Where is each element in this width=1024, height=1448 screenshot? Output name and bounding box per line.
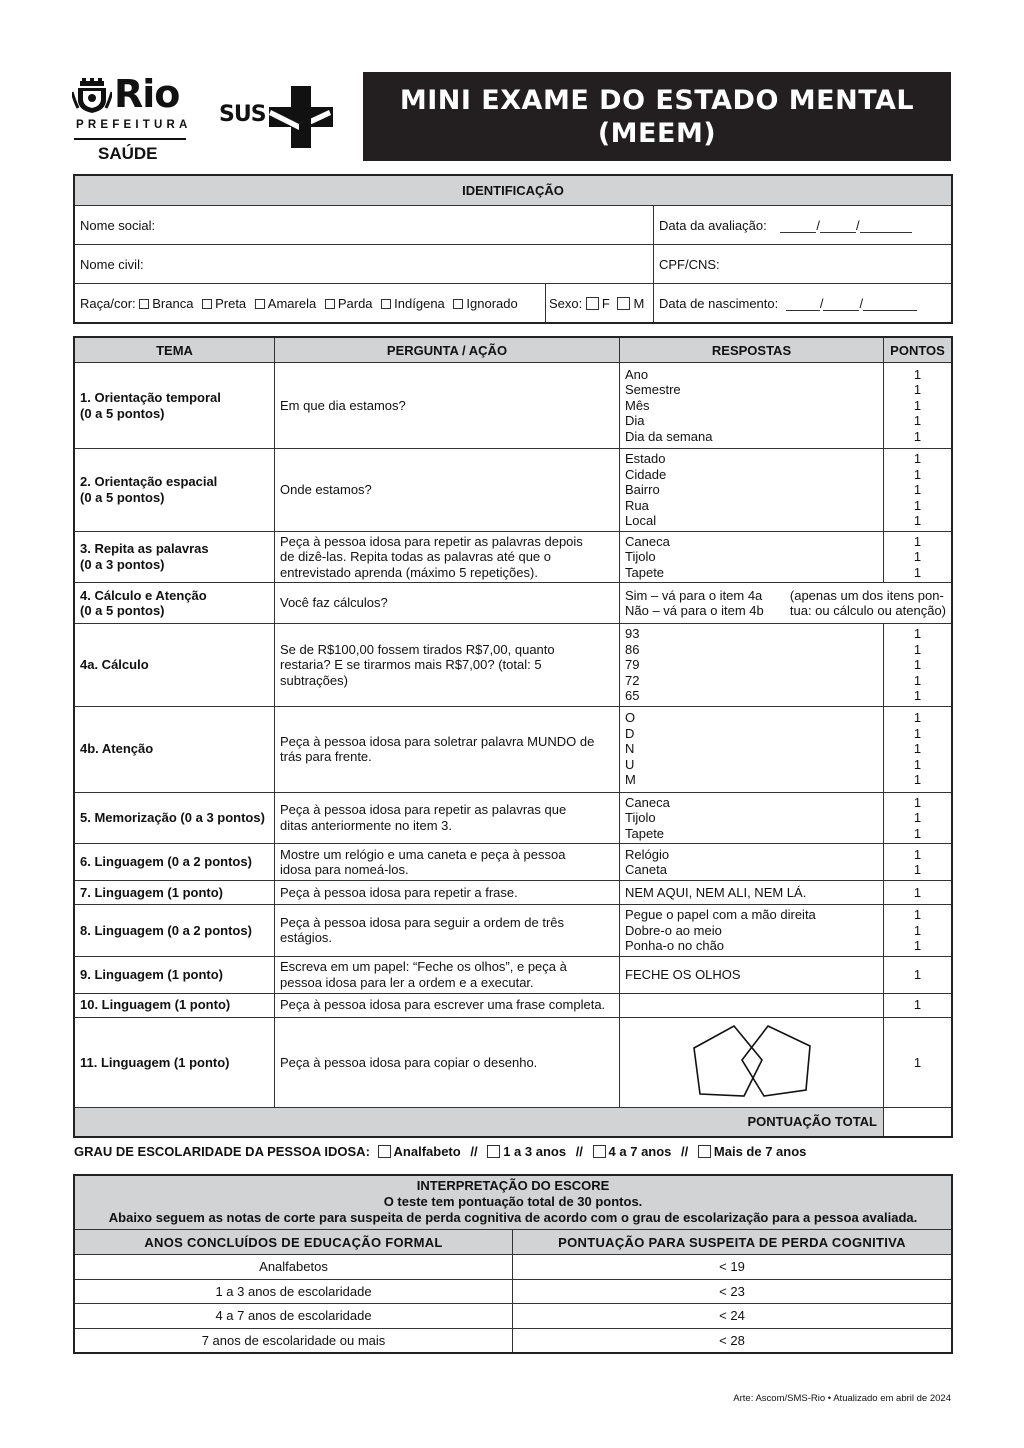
- question-row: [75, 905, 952, 957]
- option-1-3-anos: 1 a 3 anos: [503, 1144, 567, 1159]
- checkbox-ignorado[interactable]: [453, 299, 463, 309]
- respostas-cell: [620, 531, 884, 583]
- question-row: [75, 583, 952, 624]
- resposta-text: Caneca: [625, 533, 670, 549]
- pergunta-cell: [275, 993, 620, 1017]
- checkbox-branca[interactable]: [139, 299, 149, 309]
- ponto-value: 1: [913, 513, 922, 528]
- tema-text: 6. Linguagem (0 a 2 pontos): [80, 854, 252, 870]
- pontos-cell[interactable]: [884, 531, 952, 583]
- question-row: [75, 792, 952, 844]
- pontos-cell[interactable]: [884, 624, 952, 707]
- pergunta-text: Peça à pessoa idosa para repetir as palavras depois: [280, 533, 583, 549]
- pergunta-text: Peça à pessoa idosa para repetir a frase.: [280, 884, 518, 900]
- pergunta-cell: [275, 531, 620, 583]
- checkbox-4-7-anos[interactable]: [593, 1145, 606, 1158]
- tema-text: 2. Orientação espacial: [80, 474, 218, 490]
- pergunta-text: Em que dia estamos?: [280, 397, 406, 413]
- respostas-cell: [620, 881, 884, 905]
- question-row: [75, 993, 952, 1017]
- resposta-text: FECHE OS OLHOS: [625, 966, 741, 982]
- rio-crest-icon: [72, 78, 112, 114]
- ponto-value: 1: [913, 366, 922, 382]
- question-row: [75, 706, 952, 792]
- header-anos-educacao: ANOS CONCLUÍDOS DE EDUCAÇÃO FORMAL: [75, 1230, 513, 1255]
- checkbox-amarela[interactable]: [255, 299, 265, 309]
- footer-credit: Arte: Ascom/SMS-Rio • Atualizado em abril de 2024: [733, 1393, 951, 1404]
- resposta-text: Dia: [625, 413, 645, 429]
- pergunta-cell: [275, 449, 620, 532]
- respostas-cell: [620, 363, 884, 449]
- sim-nao-options: [625, 588, 764, 619]
- respostas-cell: [620, 956, 884, 993]
- page-title-abbrev: (MEEM): [597, 117, 717, 149]
- checkbox-sexo-f[interactable]: [586, 297, 599, 310]
- ponto-value: 1: [913, 938, 922, 953]
- pontos-cell[interactable]: [884, 881, 952, 905]
- ponto-value: 1: [913, 884, 922, 900]
- respostas-cell: [620, 905, 884, 957]
- note-text: tua: ou cálculo ou atenção): [789, 603, 946, 618]
- ponto-value: 1: [913, 810, 922, 825]
- resposta-text: Mês: [625, 397, 650, 413]
- ponto-value: 1: [913, 688, 922, 703]
- pergunta-text: pessoa idosa para ler a ordem e a executar.: [280, 974, 534, 990]
- pontos-cell[interactable]: [884, 956, 952, 993]
- option-f: F: [601, 295, 610, 311]
- tema-cell: [75, 844, 275, 881]
- ponto-value: 1: [913, 772, 922, 788]
- tema-cell: [75, 449, 275, 532]
- checkbox-1-3-anos[interactable]: [487, 1145, 500, 1158]
- data-avaliacao-label: Data da avaliação:: [659, 217, 767, 233]
- tema-text: 4a. Cálculo: [80, 657, 149, 672]
- ponto-value: 1: [913, 413, 922, 429]
- ponto-value: 1: [913, 922, 922, 938]
- intersecting-pentagons-drawing: [686, 1020, 818, 1102]
- ponto-value: 1: [913, 846, 922, 862]
- checkbox-sexo-m[interactable]: [617, 297, 630, 310]
- note-text: (apenas um dos itens pon-: [789, 587, 944, 603]
- pergunta-cell: [275, 792, 620, 844]
- interpretation-description: Abaixo seguem as notas de corte para suspeita de perda cognitiva de acordo com o grau de escolarização para a pessoa avaliada.: [108, 1210, 918, 1225]
- header-pontos: PONTOS: [884, 338, 952, 363]
- pergunta-cell: [275, 844, 620, 881]
- ponto-value: 1: [913, 549, 922, 564]
- pergunta-text: estágios.: [280, 930, 333, 946]
- pergunta-text: subtrações): [280, 672, 348, 688]
- pontos-cell[interactable]: [884, 449, 952, 532]
- option-amarela: Amarela: [267, 295, 317, 311]
- pontos-cell[interactable]: [884, 792, 952, 844]
- ponto-value: 1: [913, 641, 922, 657]
- pergunta-cell: [275, 905, 620, 957]
- page-title: MINI EXAME DO ESTADO MENTAL: [399, 84, 915, 116]
- ponto-value: 1: [913, 482, 922, 497]
- resposta-text: Relógio: [625, 846, 670, 862]
- sus-cross-icon: [269, 86, 333, 148]
- tema-cell: [75, 1017, 275, 1108]
- resposta-text: Tapete: [625, 825, 665, 841]
- pergunta-text: de dizê-las. Repita todas as palavras até que o: [280, 549, 552, 564]
- sexo-field: [546, 284, 654, 323]
- ponto-value: 1: [913, 725, 922, 741]
- total-score-field[interactable]: [884, 1108, 952, 1137]
- pergunta-text: ditas anteriormente no item 3.: [280, 817, 452, 833]
- resposta-text: 65: [625, 688, 640, 703]
- pergunta-text: idosa para nomeá-los.: [280, 862, 409, 877]
- tema-text: 4b. Atenção: [80, 741, 154, 757]
- respostas-cell: [620, 1017, 884, 1108]
- tema-cell: [75, 881, 275, 905]
- title-banner: [363, 72, 951, 161]
- question-row: [75, 844, 952, 881]
- resposta-text: Tijolo: [625, 810, 656, 825]
- prefeitura-rio-logo: [72, 72, 190, 164]
- header-respostas: RESPOSTAS: [620, 338, 884, 363]
- ponto-value: 1: [913, 451, 922, 466]
- resposta-text: 86: [625, 641, 640, 657]
- resposta-text: N: [625, 741, 635, 757]
- tema-text: 5. Memorização (0 a 3 pontos): [80, 810, 265, 825]
- pontos-cell[interactable]: [884, 993, 952, 1017]
- resposta-text: 79: [625, 657, 640, 672]
- tema-text: (0 a 3 pontos): [80, 556, 165, 572]
- data-nascimento-label: Data de nascimento:: [659, 295, 779, 311]
- pergunta-cell: [275, 706, 620, 792]
- tema-text: (0 a 5 pontos): [80, 603, 165, 618]
- ponto-value: 1: [913, 564, 922, 580]
- question-row: [75, 531, 952, 583]
- resposta-text: M: [625, 772, 636, 788]
- option-mais-7-anos: Mais de 7 anos: [713, 1144, 807, 1159]
- resposta-text: 72: [625, 672, 640, 688]
- resposta-text: Caneta: [625, 862, 667, 877]
- pergunta-text: trás para frente.: [280, 749, 372, 764]
- tema-text: 4. Cálculo e Atenção: [80, 587, 207, 603]
- rio-wordmark: Rio: [114, 72, 180, 116]
- pergunta-cell: [275, 363, 620, 449]
- option-ignorado: Ignorado: [466, 295, 518, 311]
- tema-cell: [75, 583, 275, 624]
- resposta-text: Dobre-o ao meio: [625, 922, 722, 938]
- pergunta-text: Escreva em um papel: “Feche os olhos”, e peça à: [280, 959, 567, 974]
- tema-text: 1. Orientação temporal: [80, 390, 221, 405]
- ponto-value: 1: [913, 825, 922, 841]
- resposta-text: Ano: [625, 366, 649, 382]
- respostas-cell: [620, 844, 884, 881]
- resposta-text: Tijolo: [625, 549, 656, 564]
- cutoff-row: [75, 1304, 952, 1329]
- interpretation-heading: [75, 1176, 952, 1230]
- nome-social-label: Nome social:: [80, 217, 156, 233]
- apenas-um-note: [790, 588, 946, 619]
- nome-civil-label: Nome civil:: [80, 256, 144, 272]
- anos-cell: 7 anos de escolaridade ou mais: [75, 1328, 513, 1353]
- ponto-value: 1: [913, 966, 922, 982]
- pontos-cell[interactable]: [884, 363, 952, 449]
- checkbox-parda[interactable]: [325, 299, 335, 309]
- ponto-value: 1: [913, 997, 922, 1013]
- respostas-cell: [620, 624, 884, 707]
- resposta-text: Dia da semana: [625, 428, 713, 444]
- saude-label: SAÚDE: [98, 144, 158, 163]
- raca-cor-label: Raça/cor:: [80, 295, 136, 311]
- option-4-7-anos: 4 a 7 anos: [608, 1144, 672, 1159]
- ponto-value: 1: [913, 1054, 922, 1070]
- header-tema: TEMA: [75, 338, 275, 363]
- ponto-value: 1: [913, 626, 922, 641]
- pergunta-text: Você faz cálculos?: [280, 595, 388, 611]
- question-row: [75, 624, 952, 707]
- tema-cell: [75, 905, 275, 957]
- resposta-text: Caneca: [625, 794, 670, 810]
- identification-heading: IDENTIFICAÇÃO: [75, 176, 952, 206]
- resposta-text: O: [625, 710, 636, 726]
- tema-text: (0 a 5 pontos): [80, 489, 165, 505]
- resposta-text: Estado: [625, 451, 666, 466]
- pergunta-cell: [275, 956, 620, 993]
- respostas-cell: [620, 706, 884, 792]
- resposta-text: 93: [625, 626, 640, 641]
- pontuacao-cell: < 28: [513, 1328, 952, 1353]
- cpf-cns-field[interactable]: [654, 245, 952, 284]
- anos-cell: Analfabetos: [75, 1255, 513, 1280]
- resposta-text: Pegue o papel com a mão direita: [625, 907, 816, 922]
- anos-cell: 4 a 7 anos de escolaridade: [75, 1304, 513, 1329]
- pergunta-cell: [275, 583, 620, 624]
- question-row: [75, 363, 952, 449]
- nome-social-field[interactable]: [75, 206, 654, 245]
- ponto-value: 1: [913, 756, 922, 772]
- cutoff-row: [75, 1255, 952, 1280]
- pergunta-cell: [275, 624, 620, 707]
- resposta-text: U: [625, 756, 635, 772]
- date-blank: / /: [786, 296, 917, 311]
- pergunta-text: Se de R$100,00 fossem tirados R$7,00, quanto: [280, 641, 555, 657]
- pergunta-text: Peça à pessoa idosa para seguir a ordem de três: [280, 914, 565, 930]
- pontuacao-cell: < 23: [513, 1279, 952, 1304]
- question-row: [75, 1017, 952, 1108]
- resposta-text: Cidade: [625, 466, 667, 482]
- prefeitura-label: PREFEITURA: [76, 119, 192, 131]
- interpretation-title: INTERPRETAÇÃO DO ESCORE: [416, 1178, 610, 1193]
- ponto-value: 1: [913, 533, 922, 549]
- tema-text: 7. Linguagem (1 ponto): [80, 884, 223, 900]
- pergunta-text: Peça à pessoa idosa para escrever uma frase completa.: [280, 997, 606, 1013]
- option-preta: Preta: [215, 295, 247, 311]
- pergunta-text: Mostre um relógio e uma caneta e peça à pessoa: [280, 846, 566, 862]
- resposta-text: NEM AQUI, NEM ALI, NEM LÁ.: [625, 884, 807, 900]
- pergunta-text: Peça à pessoa idosa para copiar o desenho.: [280, 1054, 538, 1070]
- logo-divider: [74, 138, 186, 140]
- cutoff-row: [75, 1279, 952, 1304]
- cpf-cns-label: CPF/CNS:: [659, 256, 720, 272]
- pontos-cell[interactable]: [884, 706, 952, 792]
- option-indigena: Indígena: [394, 295, 445, 311]
- tema-text: 3. Repita as palavras: [80, 541, 209, 557]
- tema-cell: [75, 624, 275, 707]
- resposta-text: Rua: [625, 497, 649, 513]
- option-m: M: [633, 295, 645, 311]
- respostas-cell: [620, 792, 884, 844]
- option-branca: Branca: [152, 295, 194, 311]
- sexo-label: Sexo:: [549, 295, 583, 311]
- pontos-cell[interactable]: [884, 1017, 952, 1108]
- date-blank: / /: [780, 218, 911, 233]
- pontuacao-cell: < 19: [513, 1255, 952, 1280]
- pontuacao-cell: < 24: [513, 1304, 952, 1329]
- resposta-text: D: [625, 725, 635, 741]
- pontos-cell[interactable]: [884, 844, 952, 881]
- separator: //: [575, 1144, 583, 1159]
- separator: //: [470, 1144, 478, 1159]
- respostas-cell: [620, 993, 884, 1017]
- tema-cell: [75, 531, 275, 583]
- ponto-value: 1: [913, 466, 922, 482]
- resposta-text: Não – vá para o item 4b: [625, 603, 764, 618]
- cutoff-row: [75, 1328, 952, 1353]
- data-avaliacao-field[interactable]: [654, 206, 952, 245]
- header-pontuacao-suspeita: PONTUAÇÃO PARA SUSPEITA DE PERDA COGNITIVA: [513, 1230, 952, 1255]
- tema-text: (0 a 5 pontos): [80, 405, 165, 421]
- checkbox-analfabeto[interactable]: [378, 1145, 391, 1158]
- raca-cor-field: [75, 284, 546, 323]
- sus-wordmark: SUS: [219, 102, 266, 127]
- pergunta-text: Onde estamos?: [280, 482, 372, 497]
- sus-logo: [219, 86, 335, 148]
- tema-cell: [75, 363, 275, 449]
- ponto-value: 1: [913, 657, 922, 672]
- pergunta-text: Peça à pessoa idosa para soletrar palavra MUNDO de: [280, 733, 595, 749]
- pontos-cell[interactable]: [884, 905, 952, 957]
- resposta-text: Bairro: [625, 482, 660, 497]
- ponto-value: 1: [913, 794, 922, 810]
- question-row: [75, 881, 952, 905]
- pergunta-text: Peça à pessoa idosa para repetir as palavras que: [280, 802, 567, 818]
- pergunta-text: entrevistado aprenda (máximo 5 repetições).: [280, 564, 538, 580]
- resposta-text: Sim – vá para o item 4a: [625, 587, 763, 603]
- tema-cell: [75, 993, 275, 1017]
- data-nascimento-field[interactable]: [654, 284, 952, 323]
- ponto-value: 1: [913, 428, 922, 444]
- resposta-text: Semestre: [625, 382, 681, 398]
- ponto-value: 1: [913, 741, 922, 757]
- interpretation-table: [74, 1175, 952, 1353]
- ponto-value: 1: [913, 862, 922, 877]
- interpretation-total-note: O teste tem pontuação total de 30 pontos.: [383, 1194, 643, 1209]
- separator: //: [681, 1144, 689, 1159]
- header-pergunta: PERGUNTA / AÇÃO: [275, 338, 620, 363]
- tema-cell: [75, 792, 275, 844]
- respostas-cell: [620, 583, 952, 624]
- question-row: [75, 956, 952, 993]
- ponto-value: 1: [913, 382, 922, 398]
- resposta-text: Ponha-o no chão: [625, 938, 725, 953]
- meem-questions-table: [74, 337, 952, 1137]
- identification-table: [74, 175, 952, 323]
- tema-text: 10. Linguagem (1 ponto): [80, 997, 231, 1013]
- ponto-value: 1: [913, 710, 922, 726]
- pergunta-text: restaria? E se tirarmos mais R$7,00? (total: 5: [280, 657, 542, 672]
- ponto-value: 1: [913, 397, 922, 413]
- question-row: [75, 449, 952, 532]
- ponto-value: 1: [913, 672, 922, 688]
- tema-cell: [75, 956, 275, 993]
- tema-text: 9. Linguagem (1 ponto): [80, 966, 223, 982]
- escolaridade-line: [74, 1144, 806, 1159]
- resposta-text: Tapete: [625, 564, 665, 580]
- ponto-value: 1: [913, 907, 922, 922]
- escolaridade-label: GRAU DE ESCOLARIDADE DA PESSOA IDOSA:: [74, 1144, 370, 1159]
- resposta-text: Local: [625, 513, 657, 528]
- checkbox-mais-7-anos[interactable]: [698, 1145, 711, 1158]
- anos-cell: 1 a 3 anos de escolaridade: [75, 1279, 513, 1304]
- nome-civil-field[interactable]: [75, 245, 654, 284]
- tema-text: 11. Linguagem (1 ponto): [80, 1054, 230, 1070]
- pergunta-cell: [275, 1017, 620, 1108]
- pergunta-cell: [275, 881, 620, 905]
- tema-text: 8. Linguagem (0 a 2 pontos): [80, 922, 252, 938]
- ponto-value: 1: [913, 497, 922, 513]
- respostas-cell: [620, 449, 884, 532]
- total-score-label: PONTUAÇÃO TOTAL: [75, 1108, 884, 1137]
- checkbox-indigena[interactable]: [381, 299, 391, 309]
- option-analfabeto: Analfabeto: [393, 1144, 461, 1159]
- option-parda: Parda: [337, 295, 373, 311]
- tema-cell: [75, 706, 275, 792]
- checkbox-preta[interactable]: [202, 299, 212, 309]
